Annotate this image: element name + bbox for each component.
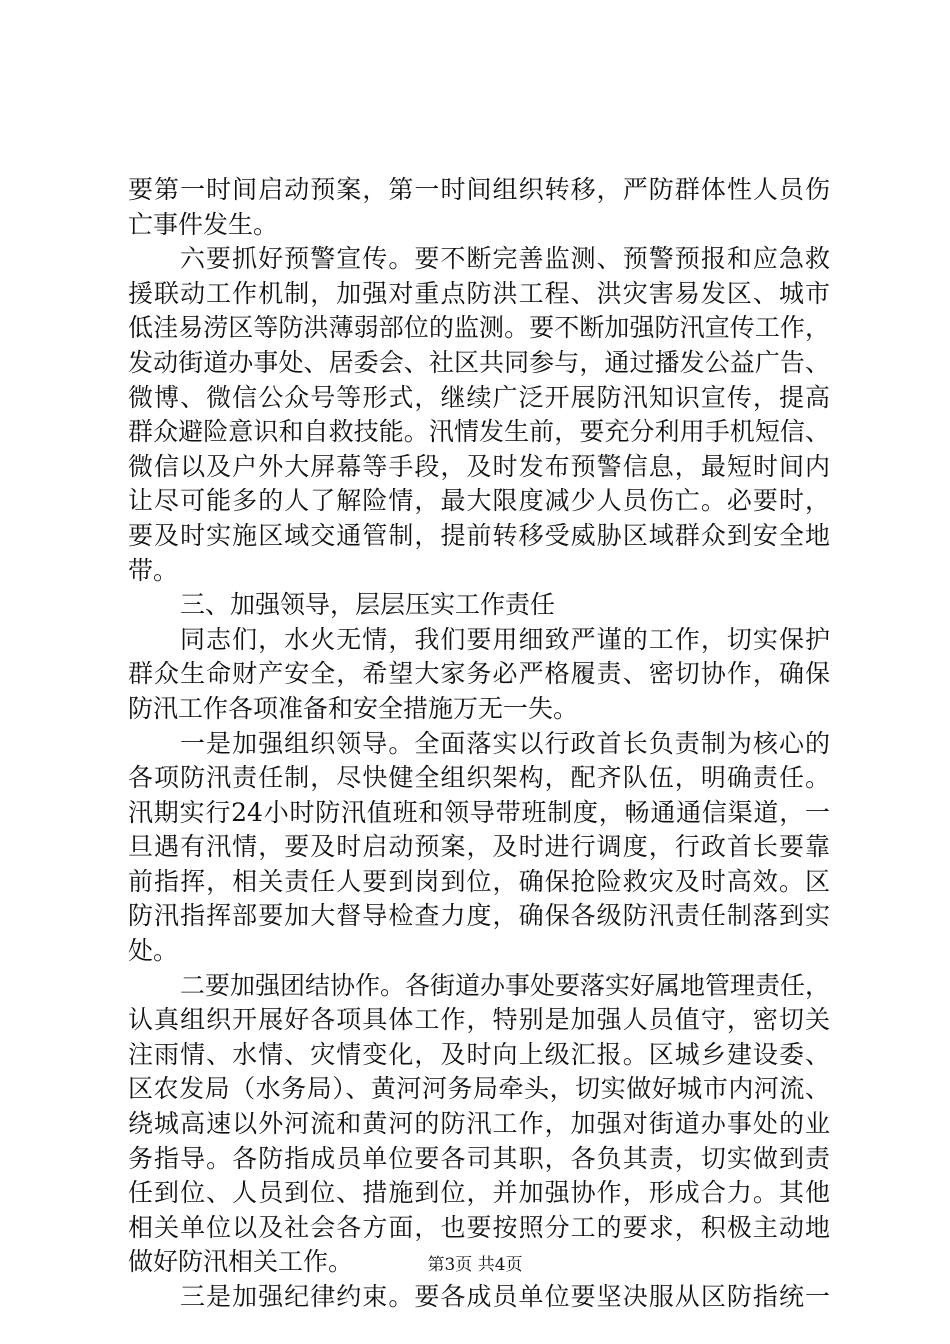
text-line: 防汛指挥部要加大督导检查力度，确保各级防汛责任制落到实	[128, 901, 830, 931]
text-line: 发动街道办事处、居委会、社区共同参与，通过播发公益广告、	[128, 347, 830, 377]
text-line: 绕城高速以外河流和黄河的防汛工作，加强对街道办事处的业	[128, 1109, 830, 1139]
text-line: 带。	[128, 555, 179, 585]
text-line: 群众生命财产安全，希望大家务必严格履责、密切协作，确保	[128, 659, 830, 689]
text-line: 一是加强组织领导。全面落实以行政首长负责制为核心的	[180, 728, 830, 758]
text-line: 微信以及户外大屏幕等手段，及时发布预警信息，最短时间内	[128, 451, 830, 481]
text-line: 务指导。各防指成员单位要各司其职，各负其责，切实做到责	[128, 1143, 830, 1173]
text-line: 同志们，水火无情，我们要用细致严谨的工作，切实保护	[180, 624, 830, 654]
text-line: 六要抓好预警宣传。要不断完善监测、预警预报和应急救	[180, 244, 830, 274]
text-line: 低洼易涝区等防洪薄弱部位的监测。要不断加强防汛宣传工作，	[128, 313, 830, 343]
text-line: 处。	[128, 936, 179, 966]
text-line: 各项防汛责任制，尽快健全组织架构，配齐队伍，明确责任。	[128, 763, 830, 793]
text-line: 三、加强领导，层层压实工作责任	[180, 590, 556, 620]
page-footer: 第3页 共4页	[427, 1255, 523, 1275]
text-line: 要及时实施区域交通管制，提前转移受威胁区域群众到安全地	[128, 520, 830, 550]
text-line: 任到位、人员到位、措施到位，并加强协作，形成合力。其他	[128, 1178, 830, 1208]
text-line: 要第一时间启动预案，第一时间组织转移，严防群体性人员伤	[128, 175, 830, 204]
text-line: 微博、微信公众号等形式，继续广泛开展防汛知识宣传，提高	[128, 382, 830, 412]
body-text	[128, 173, 830, 1315]
text-line: 亡事件发生。	[128, 209, 279, 239]
text-line: 前指挥，相关责任人要到岗到位，确保抢险救灾及时高效。区	[128, 866, 830, 896]
text-line: 三是加强纪律约束。要各成员单位要坚决服从区防指统一	[180, 1282, 830, 1311]
text-line: 认真组织开展好各项具体工作，特别是加强人员值守，密切关	[128, 1005, 830, 1035]
text-line: 做好防汛相关工作。	[128, 1247, 354, 1277]
text-line: 群众避险意识和自救技能。汛情发生前，要充分利用手机短信、	[128, 417, 830, 447]
text-line: 旦遇有汛情，要及时启动预案，及时进行调度，行政首长要靠	[128, 832, 830, 862]
text-line: 相关单位以及社会各方面，也要按照分工的要求，积极主动地	[128, 1212, 830, 1242]
text-line: 援联动工作机制，加强对重点防洪工程、洪灾害易发区、城市	[128, 278, 830, 308]
text-line: 二要加强团结协作。各街道办事处要落实好属地管理责任，	[180, 970, 831, 1000]
text-line: 区农发局（水务局）、黄河河务局牵头，切实做好城市内河流、	[128, 1074, 830, 1104]
text-line: 让尽可能多的人了解险情，最大限度减少人员伤亡。必要时，	[128, 486, 830, 516]
text-line: 防汛工作各项准备和安全措施万无一失。	[128, 693, 579, 723]
text-line: 注雨情、水情、灾情变化，及时向上级汇报。区城乡建设委、	[128, 1039, 830, 1069]
text-line: 汛期实行24小时防汛值班和领导带班制度，畅通通信渠道，一	[128, 797, 830, 827]
